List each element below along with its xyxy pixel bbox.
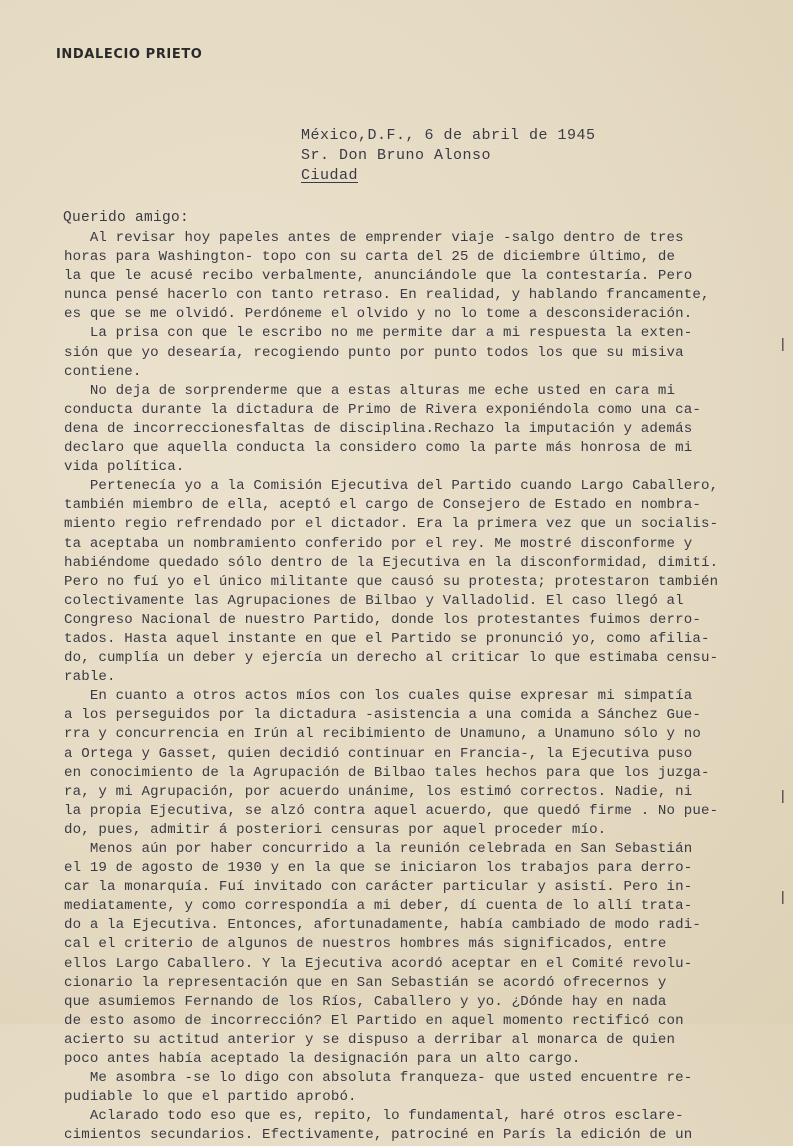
letter-header — [301, 126, 596, 186]
body-line: de esto asomo de incorrección? El Partido en aquel momento rectificó con — [64, 1012, 684, 1029]
body-line: contiene. — [64, 363, 142, 380]
body-line: ta aceptaba un nombramiento conferido por el rey. Me mostré disconforme y — [64, 535, 693, 552]
body-line: conducta durante la dictadura de Primo de Rivera exponiéndola como una ca- — [64, 401, 701, 418]
body-line: la que le acusé recibo verbalmente, anunciándole que la contestaría. Pero — [64, 268, 693, 285]
body-line: No deja de sorprenderme que a estas alturas me eche usted en cara mi — [64, 382, 676, 399]
body-line: Pero no fuí yo el único militante que causó su protesta; protestaron también — [64, 573, 719, 590]
body-line: miento regio refrendado por el dictador. Era la primera vez que un socialis- — [64, 516, 719, 533]
body-line: do a la Ejecutiva. Entonces, afortunadamente, había cambiado de modo radi- — [64, 917, 701, 934]
margin-mark: | — [778, 789, 787, 805]
margin-mark: | — [778, 890, 787, 906]
body-line: poco antes había aceptado la designación para un alto cargo. — [64, 1051, 581, 1068]
body-line: vida política. — [64, 459, 185, 476]
body-line: sión que yo desearía, recogiendo punto por punto todos los que su misiva — [64, 344, 684, 361]
body-line: Al revisar hoy papeles antes de emprender viaje -salgo dentro de tres — [64, 230, 684, 246]
body-line: también miembro de ella, aceptó el cargo de Consejero de Estado en nombra- — [64, 497, 701, 514]
body-line: Me asombra -se lo digo con absoluta franqueza- que usted encuentre re- — [64, 1070, 693, 1087]
letter-body — [64, 229, 793, 1146]
body-line: Congreso Nacional de nuestro Partido, donde los protestantes fuimos derro- — [64, 611, 701, 628]
body-line: La prisa con que le escribo no me permite dar a mi respuesta la exten- — [64, 325, 693, 342]
recipient-line: Sr. Don Bruno Alonso — [301, 147, 492, 164]
body-line: la propia Ejecutiva, se alzó contra aquel acuerdo, que quedó firme . No pue- — [64, 802, 719, 819]
body-line: el 19 de agosto de 1930 y en la que se iniciaron los trabajos para derro- — [64, 860, 693, 877]
body-line: es que se me olvidó. Perdóneme el olvido y no lo tome a desconsideración. — [64, 306, 693, 323]
body-line: declaro que aquella conducta la considero como la parte más honrosa de mi — [64, 440, 693, 457]
body-line: habiéndome quedado sólo dentro de la Ejecutiva en la disconformidad, dimití. — [64, 554, 719, 571]
body-line: cionario la representación que en San Sebastián se acordó ofrecernos y — [64, 974, 667, 991]
date-line: México,D.F., 6 de abril de 1945 — [301, 127, 596, 144]
body-line: cimientos secundarios. Efectivamente, patrociné en París la edición de un — [64, 1127, 693, 1144]
body-line: Pertenecía yo a la Comisión Ejecutiva del Partido cuando Largo Caballero, — [64, 478, 719, 495]
letterhead-name: INDALECIO PRIETO — [56, 47, 203, 62]
body-line: En cuanto a otros actos míos con los cuales quise expresar mi simpatía — [64, 688, 693, 705]
body-line: que asumiemos Fernando de los Ríos, Caballero y yo. ¿Dónde hay en nada — [64, 993, 667, 1010]
body-line: ra, y mi Agrupación, por acuerdo unánime, los estimó correctos. Nadie, ni — [64, 783, 693, 800]
body-line: do, cumplía un deber y ejercía un derecho al criticar lo que estimaba censu- — [64, 650, 719, 667]
body-line: ellos Largo Caballero. Y la Ejecutiva acordó aceptar en el Comité revolu- — [64, 955, 693, 972]
body-line: pudiable lo que el partido aprobó. — [64, 1089, 357, 1106]
body-line: dena de incorreccionesfaltas de disciplina.Rechazo la imputación y además — [64, 420, 693, 437]
body-line: Menos aún por haber concurrido a la reunión celebrada en San Sebastián — [64, 841, 693, 857]
body-line: rable. — [64, 669, 116, 686]
body-line: cal el criterio de algunos de nuestros hombres más significados, entre — [64, 936, 667, 953]
city-line: Ciudad — [301, 167, 359, 184]
body-line: do, pues, admitir á posteriori censuras por aquel proceder mío. — [64, 821, 607, 838]
body-line: rra y concurrencia en Irún al recibimiento de Unamuno, a Unamuno sólo y no — [64, 726, 701, 743]
body-line: mediatamente, y como correspondía a mi deber, dí cuenta de lo allí trata- — [64, 898, 693, 915]
body-line: colectivamente las Agrupaciones de Bilbao y Valladolid. El caso llegó al — [64, 592, 684, 609]
body-line: tados. Hasta aquel instante en que el Partido se pronunció yo, como afilia- — [64, 630, 710, 647]
body-line: acierto su actitud anterior y se dispuso a derribar al monarca de quien — [64, 1031, 676, 1048]
margin-mark: | — [778, 337, 787, 353]
body-line: a los perseguidos por la dictadura -asistencia a una comida a Sánchez Gue- — [64, 707, 701, 724]
body-line: horas para Washington- topo con su carta del 25 de diciembre último, de — [64, 249, 676, 266]
body-line: nunca pensé hacerlo con tanto retraso. En realidad, y hablando francamente, — [64, 287, 710, 304]
body-line: a Ortega y Gasset, quien decidió continuar en Francia-, la Ejecutiva puso — [64, 745, 693, 762]
body-line: car la monarquía. Fuí invitado con carácter particular y asistí. Pero in- — [64, 879, 693, 896]
body-line: Aclarado todo eso que es, repito, lo fundamental, haré otros esclare- — [64, 1108, 684, 1125]
body-line: en conocimiento de la Agrupación de Bilbao tales hechos para que los juzga- — [64, 764, 710, 781]
salutation: Querido amigo: — [63, 210, 190, 226]
